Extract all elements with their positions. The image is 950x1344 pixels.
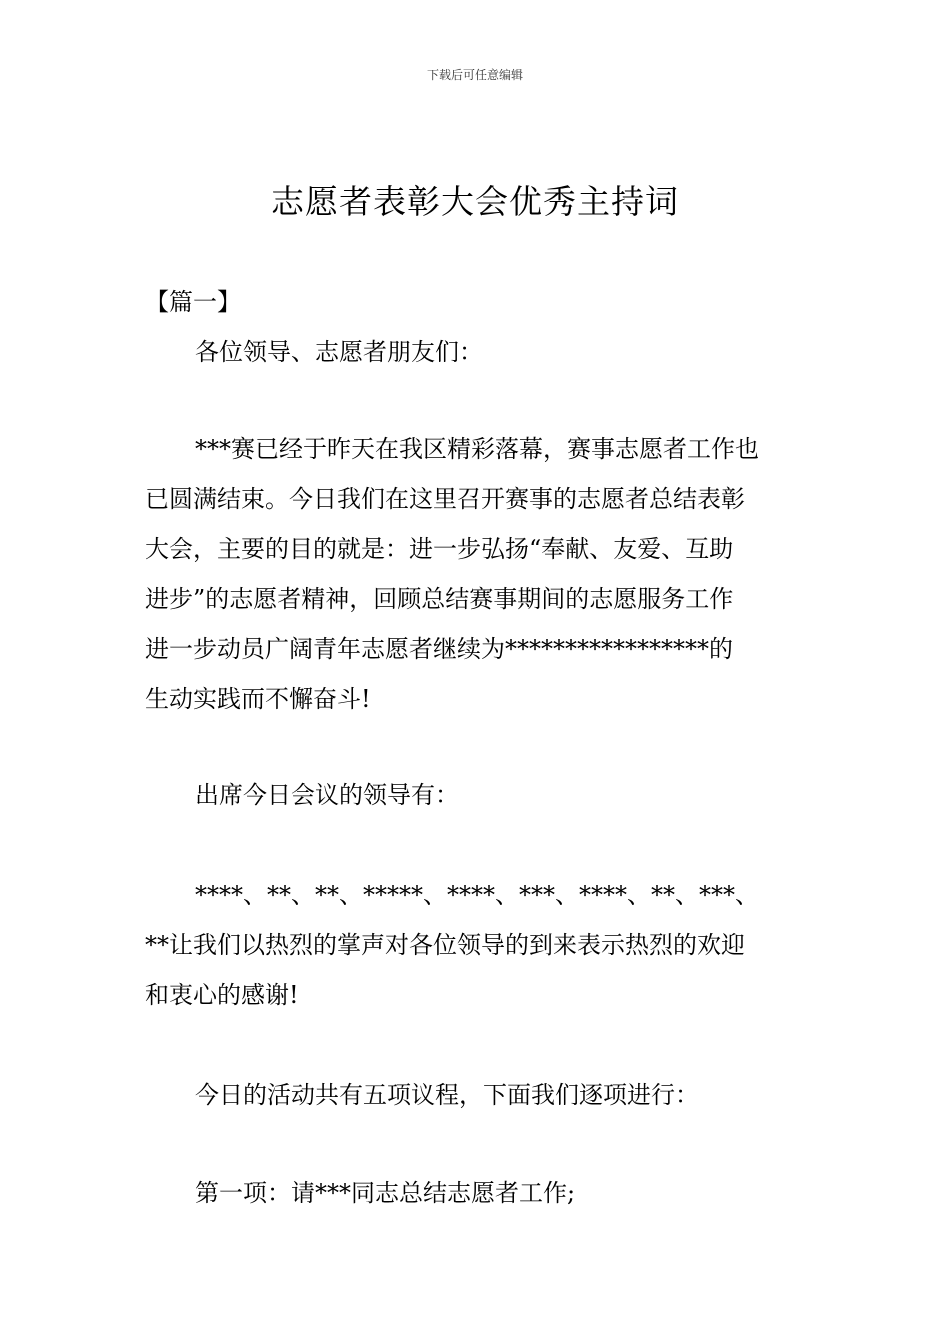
agenda-item-line: 第一项：请***同志总结志愿者工作; (195, 1179, 576, 1207)
agenda-item-paragraph (145, 1168, 810, 1218)
leaders-line: 和衷心的感谢! (145, 981, 299, 1009)
intro-line: 大会，主要的目的就是：进一步弘扬“奉献、友爱、互助 (145, 535, 734, 563)
intro-line: 进一步动员广阔青年志愿者继续为*****************的 (145, 635, 733, 663)
leaders-intro-line: 出席今日会议的领导有： (195, 781, 459, 809)
greeting-line: 各位领导、志愿者朋友们： (195, 338, 483, 366)
intro-line: 已圆满结束。今日我们在这里召开赛事的志愿者总结表彰 (145, 485, 745, 513)
leaders-paragraph (145, 870, 810, 1020)
leaders-line: ****、**、**、*****、****、***、****、**、***、 (195, 881, 759, 909)
section-label: 【篇一】 (145, 288, 241, 316)
intro-paragraph (145, 424, 810, 724)
intro-line: 生动实践而不懈奋斗! (145, 685, 371, 713)
document-title: 志愿者表彰大会优秀主持词 (271, 182, 679, 221)
leaders-line: **让我们以热烈的掌声对各位领导的到来表示热烈的欢迎 (145, 931, 745, 959)
agenda-intro-line: 今日的活动共有五项议程，下面我们逐项进行： (195, 1081, 699, 1109)
leaders-intro-paragraph (145, 770, 810, 820)
agenda-intro-paragraph (145, 1070, 810, 1120)
intro-line: 进步”的志愿者精神，回顾总结赛事期间的志愿服务工作 (145, 585, 734, 613)
intro-line: ***赛已经于昨天在我区精彩落幕，赛事志愿者工作也 (195, 435, 759, 463)
page-header-note: 下载后可任意编辑 (426, 68, 523, 82)
greeting-paragraph (145, 327, 810, 377)
